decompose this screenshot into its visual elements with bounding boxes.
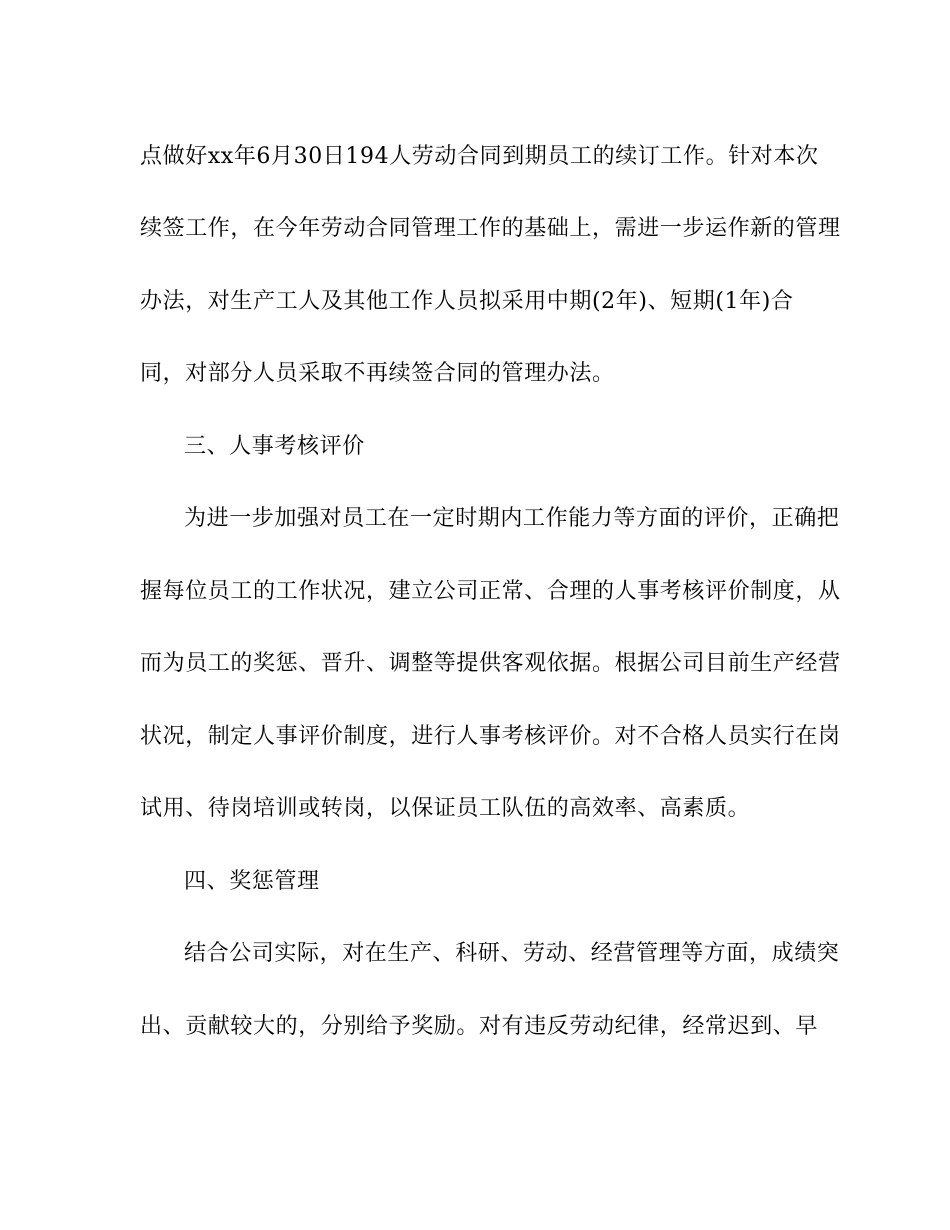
section-heading: 四、奖惩管理 [184,869,320,894]
body-text-line: 点做好xx年6月30日194人劳动合同到期员工的续订工作。针对本次 [140,144,819,169]
body-text-line: 续签工作，在今年劳动合同管理工作的基础上，需进一步运作新的管理 [140,216,841,241]
body-text-line: 试用、待岗培训或转岗，以保证员工队伍的高效率、高素质。 [140,796,751,821]
body-text-line: 同，对部分人员采取不再续签合同的管理办法。 [140,361,615,386]
section-heading: 三、人事考核评价 [184,434,365,459]
body-text-line: 为进一步加强对员工在一定时期内工作能力等方面的评价，正确把 [184,506,840,531]
body-text-line: 结合公司实际，对在生产、科研、劳动、经营管理等方面，成绩突 [184,941,840,966]
body-text-line: 出、贡献较大的，分别给予奖励。对有违反劳动纪律，经常迟到、早 [140,1014,819,1039]
body-text-line: 状况，制定人事评价制度，进行人事考核评价。对不合格人员实行在岗 [140,724,841,749]
body-text-line: 握每位员工的工作状况，建立公司正常、合理的人事考核评价制度，从 [140,579,841,604]
body-text-line: 办法，对生产工人及其他工作人员拟采用中期(2年)、短期(1年)合 [140,289,794,314]
body-text-line: 而为员工的奖惩、晋升、调整等提供客观依据。根据公司目前生产经营 [140,651,841,676]
